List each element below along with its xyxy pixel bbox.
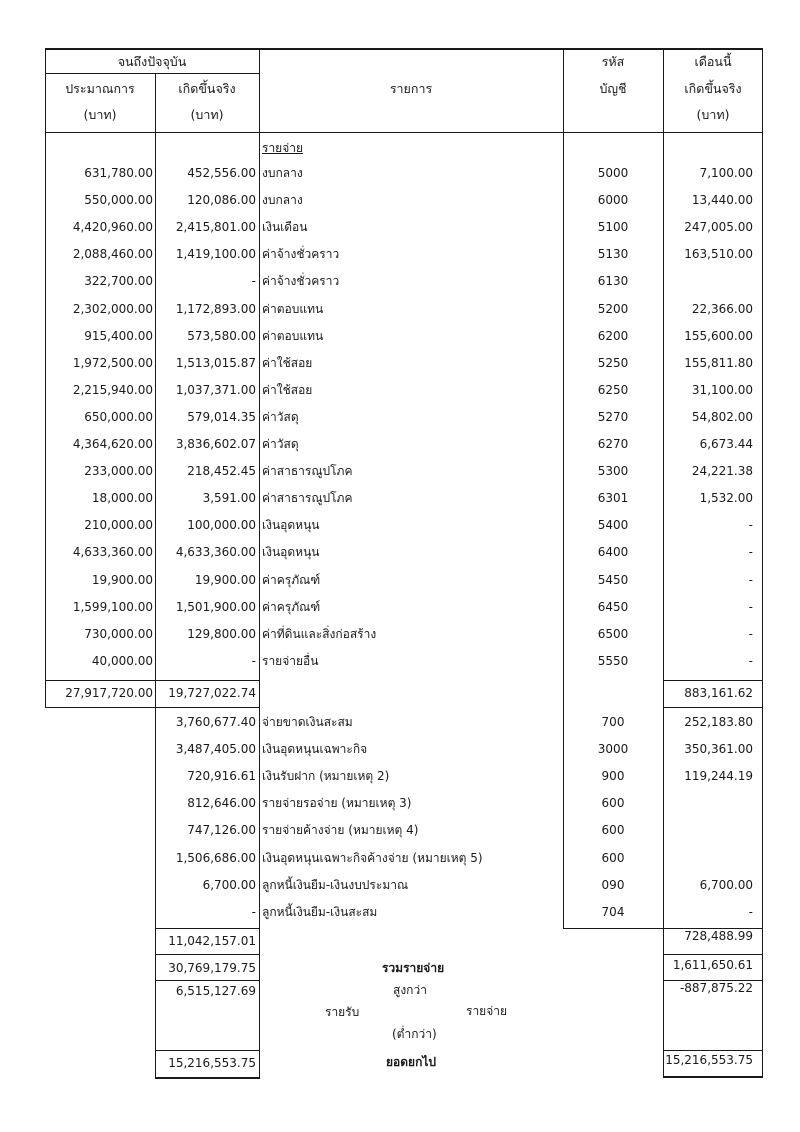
row-code: 5450 [597,573,629,587]
other-total-top-line [155,928,260,929]
row-month: - [748,905,753,919]
row-item: ค่าสาธารณูปโภค [262,464,353,478]
row-item: ค่าที่ดินและสิ่งก่อสร้าง [262,627,377,641]
table-top-border [45,48,763,50]
row-month: 13,440.00 [691,193,753,207]
row-item: งบกลาง [262,166,303,180]
row-actual: 1,506,686.00 [175,851,256,865]
row-item: รายจ่ายรอจ่าย (หมายเหตุ 3) [262,796,412,810]
row-item: ลูกหนี้เงินยืม-เงินงบประมาณ [262,878,409,892]
row-month: - [748,573,753,587]
row-item: ลูกหนี้เงินยืม-เงินสะสม [262,905,378,919]
row-actual: 19,900.00 [194,573,256,587]
header-to-date: จนถึงปัจจุบัน [117,54,187,69]
row-actual: 4,633,360.00 [175,545,256,559]
row-month: - [748,600,753,614]
expense-total-estimate: 27,917,720.00 [65,686,153,700]
row-item: จ่ายขาดเงินสะสม [262,715,353,729]
header-estimate-unit: (บาท) [83,107,117,122]
row-item: ค่าครุภัณฑ์ [262,573,321,587]
row-actual: 573,580.00 [187,329,256,343]
diff-actual: 6,515,127.69 [175,984,256,998]
row-month: 163,510.00 [684,247,753,261]
row-month: 350,361.00 [684,742,753,756]
row-code: 6200 [597,329,629,343]
row-item: รายจ่ายอื่น [262,654,319,668]
higher-label: สูงกว่า [393,983,427,997]
row-code: 5000 [597,166,629,180]
row-code: 600 [601,823,625,837]
income-label: รายรับ [325,1005,360,1019]
header-month-2: เกิดขึ้นจริง [684,81,742,96]
row-item: ค่าจ้างชั่วคราว [262,247,340,261]
code-box-bottom [563,928,663,929]
section-title: รายจ่าย [262,141,304,155]
row-month: 1,532.00 [699,491,753,505]
expense-total-bottom-line-month [663,707,763,708]
row-month: - [748,654,753,668]
row-actual: 720,916.61 [187,769,256,783]
row-code: 6130 [597,274,629,288]
expense-total-top-line [45,680,259,681]
row-code: 600 [601,851,625,865]
row-estimate: 730,000.00 [84,627,153,641]
row-estimate: 631,780.00 [84,166,153,180]
row-code: 5400 [597,518,629,532]
row-estimate: 18,000.00 [91,491,153,505]
diff-month: -887,875.22 [679,981,753,995]
row-item: ค่าใช้สอย [262,383,313,397]
row-month: 252,183.80 [684,715,753,729]
row-month: 6,673.44 [699,437,753,451]
row-estimate: 2,215,940.00 [72,383,153,397]
row-actual: 3,487,405.00 [175,742,256,756]
row-code: 5100 [597,220,629,234]
row-actual: 1,172,893.00 [175,302,256,316]
row-code: 5200 [597,302,629,316]
row-code: 6400 [597,545,629,559]
row-estimate: 210,000.00 [84,518,153,532]
grand-total-label: รวมรายจ่าย [382,961,445,975]
carry-top-line [155,1050,260,1051]
expense-total-bottom-line [45,707,259,708]
row-code: 6500 [597,627,629,641]
row-item: รายจ่ายค้างจ่าย (หมายเหตุ 4) [262,823,419,837]
row-item: ค่าตอบแทน [262,329,324,343]
carry-actual: 15,216,553.75 [168,1056,256,1070]
row-month: - [748,518,753,532]
row-actual: 1,501,900.00 [175,600,256,614]
row-item: ค่าวัสดุ [262,437,299,451]
header-code-1: รหัส [601,54,625,69]
row-actual: 747,126.00 [187,823,256,837]
row-actual: 3,760,677.40 [175,715,256,729]
row-item: เงินเดือน [262,220,308,234]
row-estimate: 40,000.00 [91,654,153,668]
header-month-unit: (บาท) [696,107,730,122]
row-actual: 129,800.00 [187,627,256,641]
expense-total-actual: 19,727,022.74 [168,686,256,700]
row-estimate: 19,900.00 [91,573,153,587]
col-line-right [762,48,763,1077]
carry-top-line-month [663,1050,763,1051]
row-code: 6000 [597,193,629,207]
row-estimate: 1,599,100.00 [72,600,153,614]
row-actual: 100,000.00 [187,518,256,532]
header-item: รายการ [389,81,433,96]
other-total-bottom-line [155,954,260,955]
row-code: 6270 [597,437,629,451]
row-estimate: 550,000.00 [84,193,153,207]
row-month: 7,100.00 [699,166,753,180]
row-actual: 3,836,602.07 [175,437,256,451]
header-month-1: เดือนนี้ [694,54,732,69]
row-code: 5270 [597,410,629,424]
row-item: ค่าใช้สอย [262,356,313,370]
row-month: 24,221.38 [691,464,753,478]
row-month: 31,100.00 [691,383,753,397]
carry-bottom-line-month [663,1076,763,1078]
subheader-line-left [45,73,259,74]
row-item: งบกลาง [262,193,303,207]
row-code: 700 [601,715,625,729]
row-estimate: 4,633,360.00 [72,545,153,559]
row-actual: - [251,274,256,288]
row-code: 704 [601,905,625,919]
row-actual: 1,419,100.00 [175,247,256,261]
header-code-2: บัญชี [599,81,627,96]
col-line-actual-item [259,48,260,1079]
grand-total-actual: 30,769,179.75 [168,961,256,975]
other-total-actual: 11,042,157.01 [168,934,256,948]
row-month: - [748,545,753,559]
row-item: ค่าวัสดุ [262,410,299,424]
row-code: 6301 [597,491,629,505]
row-month: 54,802.00 [691,410,753,424]
row-item: ค่าตอบแทน [262,302,324,316]
row-item: ค่าจ้างชั่วคราว [262,274,340,288]
row-estimate: 233,000.00 [84,464,153,478]
other-total-bottom-line-month [663,954,763,955]
carry-month: 15,216,553.75 [665,1053,753,1067]
expense-total-month: 883,161.62 [684,686,753,700]
row-item: ค่าสาธารณูปโภค [262,491,353,505]
other-total-month: 728,488.99 [684,929,753,943]
carry-label: ยอดยกไป [386,1055,436,1069]
row-code: 900 [601,769,625,783]
row-month: 247,005.00 [684,220,753,234]
carry-bottom-line [155,1077,260,1079]
row-item: เงินอุดหนุน [262,545,320,559]
row-code: 6250 [597,383,629,397]
row-actual: 1,513,015.87 [175,356,256,370]
row-actual: - [251,654,256,668]
row-month: 155,600.00 [684,329,753,343]
row-actual: 120,086.00 [187,193,256,207]
header-actual: เกิดขึ้นจริง [178,81,236,96]
row-estimate: 2,302,000.00 [72,302,153,316]
row-actual: 452,556.00 [187,166,256,180]
header-actual-unit: (บาท) [190,107,224,122]
row-code: 090 [601,878,625,892]
row-estimate: 4,420,960.00 [72,220,153,234]
row-actual: 6,700.00 [202,878,256,892]
row-item: เงินรับฝาก (หมายเหตุ 2) [262,769,390,783]
row-actual: 3,591.00 [202,491,256,505]
row-actual: 812,646.00 [187,796,256,810]
row-estimate: 322,700.00 [84,274,153,288]
row-actual: 218,452.45 [187,464,256,478]
grand-total-month: 1,611,650.61 [672,958,753,972]
row-code: 600 [601,796,625,810]
row-estimate: 650,000.00 [84,410,153,424]
row-item: ค่าครุภัณฑ์ [262,600,321,614]
row-estimate: 915,400.00 [84,329,153,343]
row-actual: 579,014.35 [187,410,256,424]
row-code: 5300 [597,464,629,478]
header-bottom-line [45,132,763,133]
row-actual: - [251,905,256,919]
row-code: 6450 [597,600,629,614]
grand-total-bottom-line [155,980,260,981]
row-code: 5130 [597,247,629,261]
header-estimate: ประมาณการ [65,81,135,96]
expense-label: รายจ่าย [466,1004,508,1018]
row-actual: 1,037,371.00 [175,383,256,397]
row-estimate: 2,088,460.00 [72,247,153,261]
lower-label: (ต่ำกว่า) [392,1027,437,1041]
row-item: เงินอุดหนุน [262,518,320,532]
row-code: 5550 [597,654,629,668]
row-code: 3000 [597,742,629,756]
row-month: 119,244.19 [684,769,753,783]
row-actual: 2,415,801.00 [175,220,256,234]
row-item: เงินอุดหนุนเฉพาะกิจ [262,742,368,756]
row-month: 155,811.80 [684,356,753,370]
row-estimate: 4,364,620.00 [72,437,153,451]
expense-total-top-line-month [663,680,763,681]
row-month: - [748,627,753,641]
row-month: 22,366.00 [691,302,753,316]
row-estimate: 1,972,500.00 [72,356,153,370]
row-code: 5250 [597,356,629,370]
row-month: 6,700.00 [699,878,753,892]
row-item: เงินอุดหนุนเฉพาะกิจค้างจ่าย (หมายเหตุ 5) [262,851,483,865]
